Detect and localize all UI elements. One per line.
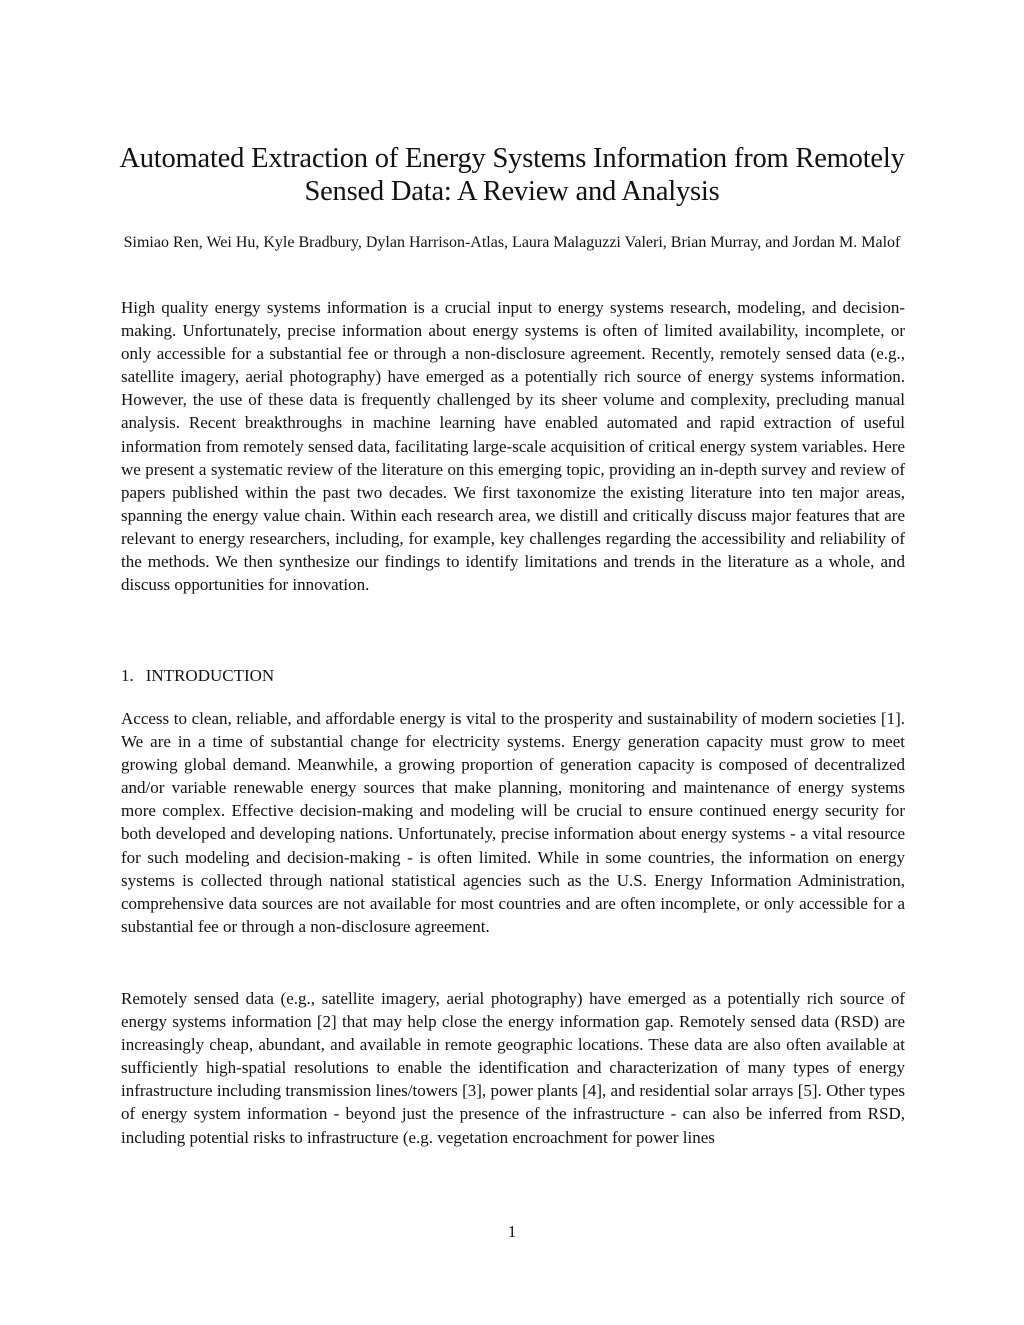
paper-title: Automated Extraction of Energy Systems Information from Remotely Sensed Data: A Review and Analysis — [119, 143, 905, 207]
section-number: 1. — [121, 666, 134, 685]
section-title: INTRODUCTION — [145, 666, 275, 685]
intro-paragraph-2: Remotely sensed data (e.g., satellite imagery, aerial photography) have emerged as a potentially rich source of energy systems information [2] that may help close the energy information gap. Remotely sensed data (RSD) are increasingly cheap, abundant, and available in remote geographic locations. These data are also often available at sufficiently high-spatial resolutions to enable the identification and characterization of many types of energy infrastructure including transmission lines/towers [3], power plants [4], and residential solar arrays [5]. Other types of energy system information - beyond just the presence of the infrastructure - can also be inferred from RSD, including potential risks to infrastructure (e.g. vegetation encroachment for power lines — [121, 989, 905, 1147]
author-list: Simiao Ren, Wei Hu, Kyle Bradbury, Dylan Harrison-Atlas, Laura Malaguzzi Valeri, Brian Murray, and Jordan M. Malof — [123, 234, 901, 251]
section-heading-introduction — [121, 664, 274, 687]
intro-paragraph-1: Access to clean, reliable, and affordable energy is vital to the prosperity and sustainability of modern societies [1]. We are in a time of substantial change for electricity systems. Energy generation capacity must grow to meet growing global demand. Meanwhile, a growing proportion of generation capacity is composed of decentralized and/or variable renewable energy sources that make planning, monitoring and maintenance of energy systems more complex. Effective decision-making and modeling will be crucial to ensure continued energy security for both developed and developing nations. Unfortunately, precise information about energy systems - a vital resource for such modeling and decision-making - is often limited. While in some countries, the information on energy systems is collected through national statistical agencies such as the U.S. Energy Information Administration, comprehensive data sources are not available for most countries and are often incomplete, or only accessible for a substantial fee or through a non-disclosure agreement. — [121, 709, 905, 936]
abstract: High quality energy systems information is a crucial input to energy systems research, modeling, and decision-making. Unfortunately, precise information about energy systems is often of limited availability, incomplete, or only accessible for a substantial fee or through a non-disclosure agreement. Recently, remotely sensed data (e.g., satellite imagery, aerial photography) have emerged as a potentially rich source of energy systems information. However, the use of these data is frequently challenged by its sheer volume and complexity, precluding manual analysis. Recent breakthroughs in machine learning have enabled automated and rapid extraction of useful information from remotely sensed data, facilitating large-scale acquisition of critical energy system variables. Here we present a systematic review of the literature on this emerging topic, providing an in-depth survey and review of papers published within the past two decades. We first taxonomize the existing literature into ten major areas, spanning the energy value chain. Within each research area, we distill and critically discuss major features that are relevant to energy researchers, including, for example, key challenges regarding the accessibility and reliability of the methods. We then synthesize our findings to identify limitations and trends in the literature as a whole, and discuss opportunities for innovation. — [121, 298, 905, 595]
page-number: 1 — [507, 1222, 517, 1241]
